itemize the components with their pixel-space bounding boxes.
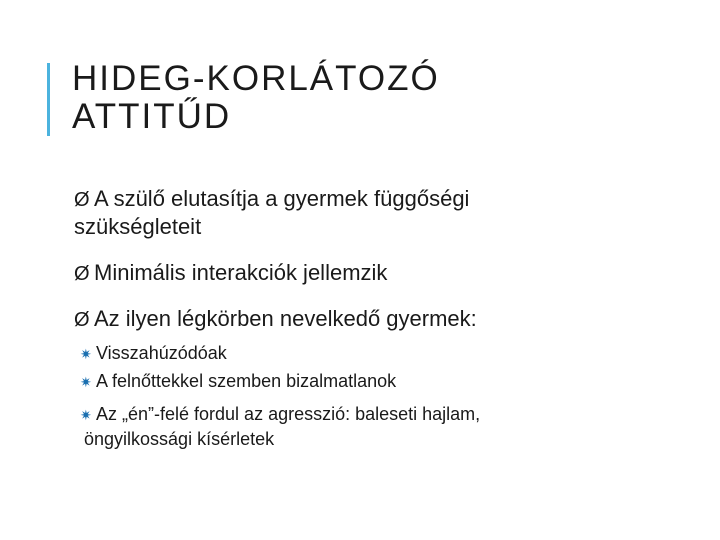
bullet-item <box>74 186 469 213</box>
subbullet-text: Az „én”-felé fordul az agresszió: baleseti hajlam, <box>96 404 481 424</box>
subbullet-item <box>80 370 396 393</box>
subbullet-text: öngyilkossági kísérletek <box>84 429 275 449</box>
bullet-item-continuation <box>74 214 201 240</box>
arrowhead-bullet-icon: Ø <box>74 263 90 285</box>
subbullet-item-continuation <box>84 428 274 450</box>
arrowhead-bullet-icon: Ø <box>74 189 90 211</box>
bullet-text: szükségleteit <box>74 214 202 239</box>
bullet-text: A szülő elutasítja a gyermek függőségi <box>94 186 470 211</box>
starburst-bullet-icon: ✷ <box>80 346 92 362</box>
title-line-1: HIDEG-KORLÁTOZÓ <box>72 59 440 98</box>
subbullet-text: A felnőttekkel szemben bizalmatlanok <box>96 371 397 391</box>
title-line-2: ATTITŰD <box>72 97 232 136</box>
subbullet-item <box>80 403 480 426</box>
bullet-item <box>74 306 477 333</box>
bullet-text: Az ilyen légkörben nevelkedő gyermek: <box>94 306 477 331</box>
bullet-text: Minimális interakciók jellemzik <box>94 260 388 285</box>
starburst-bullet-icon: ✷ <box>80 374 92 390</box>
subbullet-item <box>80 342 227 365</box>
bullet-item <box>74 260 387 287</box>
starburst-bullet-icon: ✷ <box>80 407 92 423</box>
subbullet-text: Visszahúzódóak <box>96 343 227 363</box>
arrowhead-bullet-icon: Ø <box>74 309 90 331</box>
